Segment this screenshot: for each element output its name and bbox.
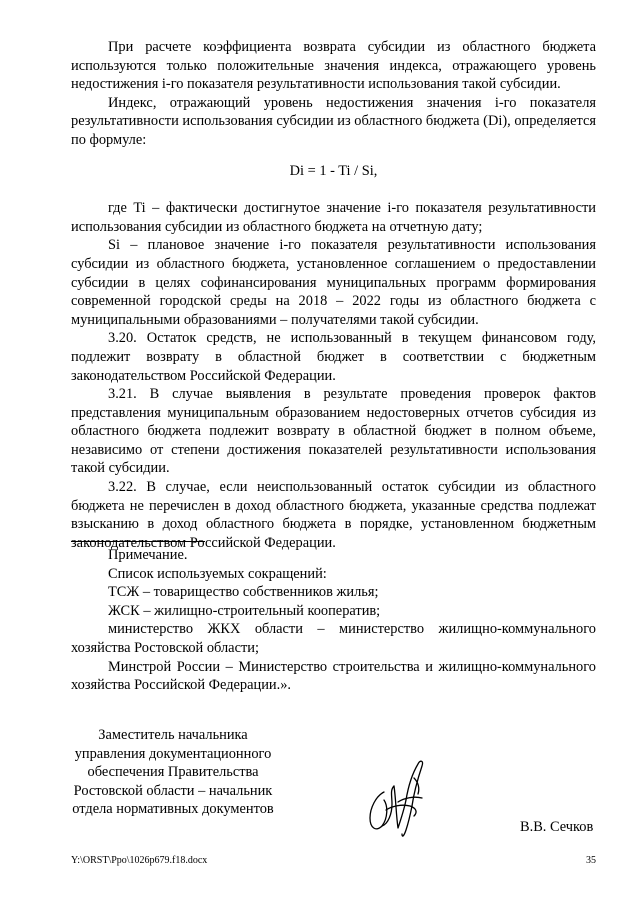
note-item: ТСЖ – товарищество собственников жилья; bbox=[108, 584, 379, 601]
handwritten-signature bbox=[362, 752, 432, 844]
signatory-title-line: управления документационного bbox=[74, 745, 272, 762]
paragraph-ti-definition: где Ti – фактически достигнутое значение i-го показателя результативности использования субсидии из областного бюджета на отчетную дату; bbox=[71, 200, 596, 235]
note-section bbox=[71, 546, 596, 695]
footer-file-path: Y:\ORST\Ppo\1026p679.f18.docx bbox=[71, 855, 208, 866]
note-item: Минстрой России – Министерство строительства и жилищно-коммунального хозяйства Российской Федерации.». bbox=[71, 658, 596, 694]
formula: Di = 1 - Ti / Si, bbox=[289, 162, 378, 179]
paragraph-3-21: 3.21. В случае выявления в результате проведения проверок фактов представления муниципальным образованием недостоверных отчетов субсидия из областного бюджета подлежит возврату в областной бюджет в полном объеме, независимо от степени достижения показателей результативности использования такой субсидии. bbox=[71, 386, 596, 477]
paragraph-return-coefficient: При расчете коэффициента возврата субсидии из областного бюджета используются только положительные значения индекса, отражающего уровень недостижения i-го показателя результативности использования такой субсидии. bbox=[71, 39, 596, 93]
signatory-title-line: отдела нормативных документов bbox=[72, 801, 274, 818]
signatory-name: В.В. Сечков bbox=[520, 819, 594, 835]
footnote-divider bbox=[71, 541, 205, 542]
note-item: ЖСК – жилищно-строительный кооператив; bbox=[108, 602, 381, 619]
note-item: министерство ЖКХ области – министерство жилищно-коммунального хозяйства Ростовской области; bbox=[71, 621, 596, 656]
body-text bbox=[71, 38, 596, 552]
paragraph-index-definition: Индекс, отражающий уровень недостижения значения i-го показателя результативности использования субсидии из областного бюджета (Di), определяется по формуле: bbox=[71, 94, 596, 148]
paragraph-3-20: 3.20. Остаток средств, не использованный в текущем финансовом году, подлежит возврату в областной бюджет в соответствии с бюджетным законодательством Российской Федерации. bbox=[71, 330, 596, 384]
paragraph-3-22: 3.22. В случае, если неиспользованный остаток субсидии из областного бюджета не перечислен в доход областного бюджета, указанные средства подлежат взысканию в доход областного бюджета в порядке, установленном бюджетным законодательством Российской Федерации. bbox=[71, 479, 596, 551]
note-title: Примечание. bbox=[108, 547, 188, 563]
signatory-title-line: Ростовской области – начальник bbox=[73, 782, 273, 799]
note-intro: Список используемых сокращений: bbox=[108, 565, 327, 582]
signatory-title bbox=[66, 726, 280, 819]
signatory-title-line: обеспечения Правительства bbox=[87, 764, 259, 781]
footer-page-number: 35 bbox=[586, 855, 596, 866]
paragraph-si-definition: Si – плановое значение i-го показателя результативности использования субсидии из областного бюджета, установленное соглашением о предоставлении субсидии в целях софинансирования муниципальных программ формирования современной городской среды на 2018 – 2022 годы из областного бюджета с муниципальными образованиями – получателями такой субсидии. bbox=[71, 237, 596, 328]
signatory-title-line: Заместитель начальника bbox=[98, 727, 248, 743]
